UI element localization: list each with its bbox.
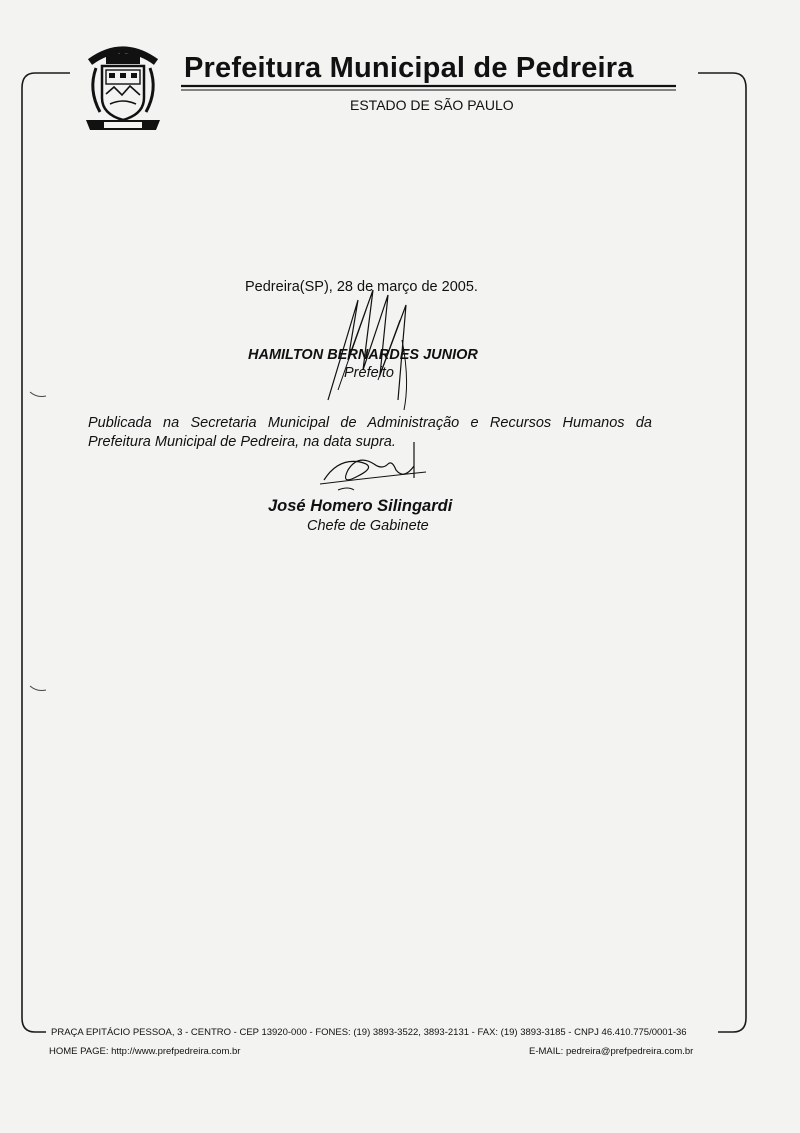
signer-role-chief: Chefe de Gabinete: [307, 518, 429, 534]
chief-of-staff-signature-icon: [318, 440, 428, 495]
letterhead-title: Prefeitura Municipal de Pedreira: [184, 52, 634, 84]
signer-name-chief: José Homero Silingardi: [268, 497, 453, 515]
municipal-coat-of-arms-icon: [82, 40, 164, 132]
publication-note: Publicada na Secretaria Municipal de Administração e Recursos Humanos da Prefeitura Municipal de Pedreira, na data supra.: [88, 415, 652, 450]
signer-role-mayor: Prefeito: [344, 365, 394, 381]
signer-name-mayor: HAMILTON BERNARDES JUNIOR: [248, 347, 478, 363]
footer-homepage: HOME PAGE: http://www.prefpedreira.com.br: [49, 1046, 241, 1057]
dateline: Pedreira(SP), 28 de março de 2005.: [245, 279, 478, 295]
mayor-signature-icon: [318, 280, 428, 415]
footer-email: E-MAIL: pedreira@prefpedreira.com.br: [529, 1046, 694, 1057]
footer-address: PRAÇA EPITÁCIO PESSOA, 3 - CENTRO - CEP 13920-000 - FONES: (19) 3893-3522, 3893-2131 - FAX: (19) 3893-3185 - CNPJ 46.410.775/0001-36: [48, 1027, 690, 1038]
letterhead-subtitle: ESTADO DE SÃO PAULO: [350, 97, 514, 113]
